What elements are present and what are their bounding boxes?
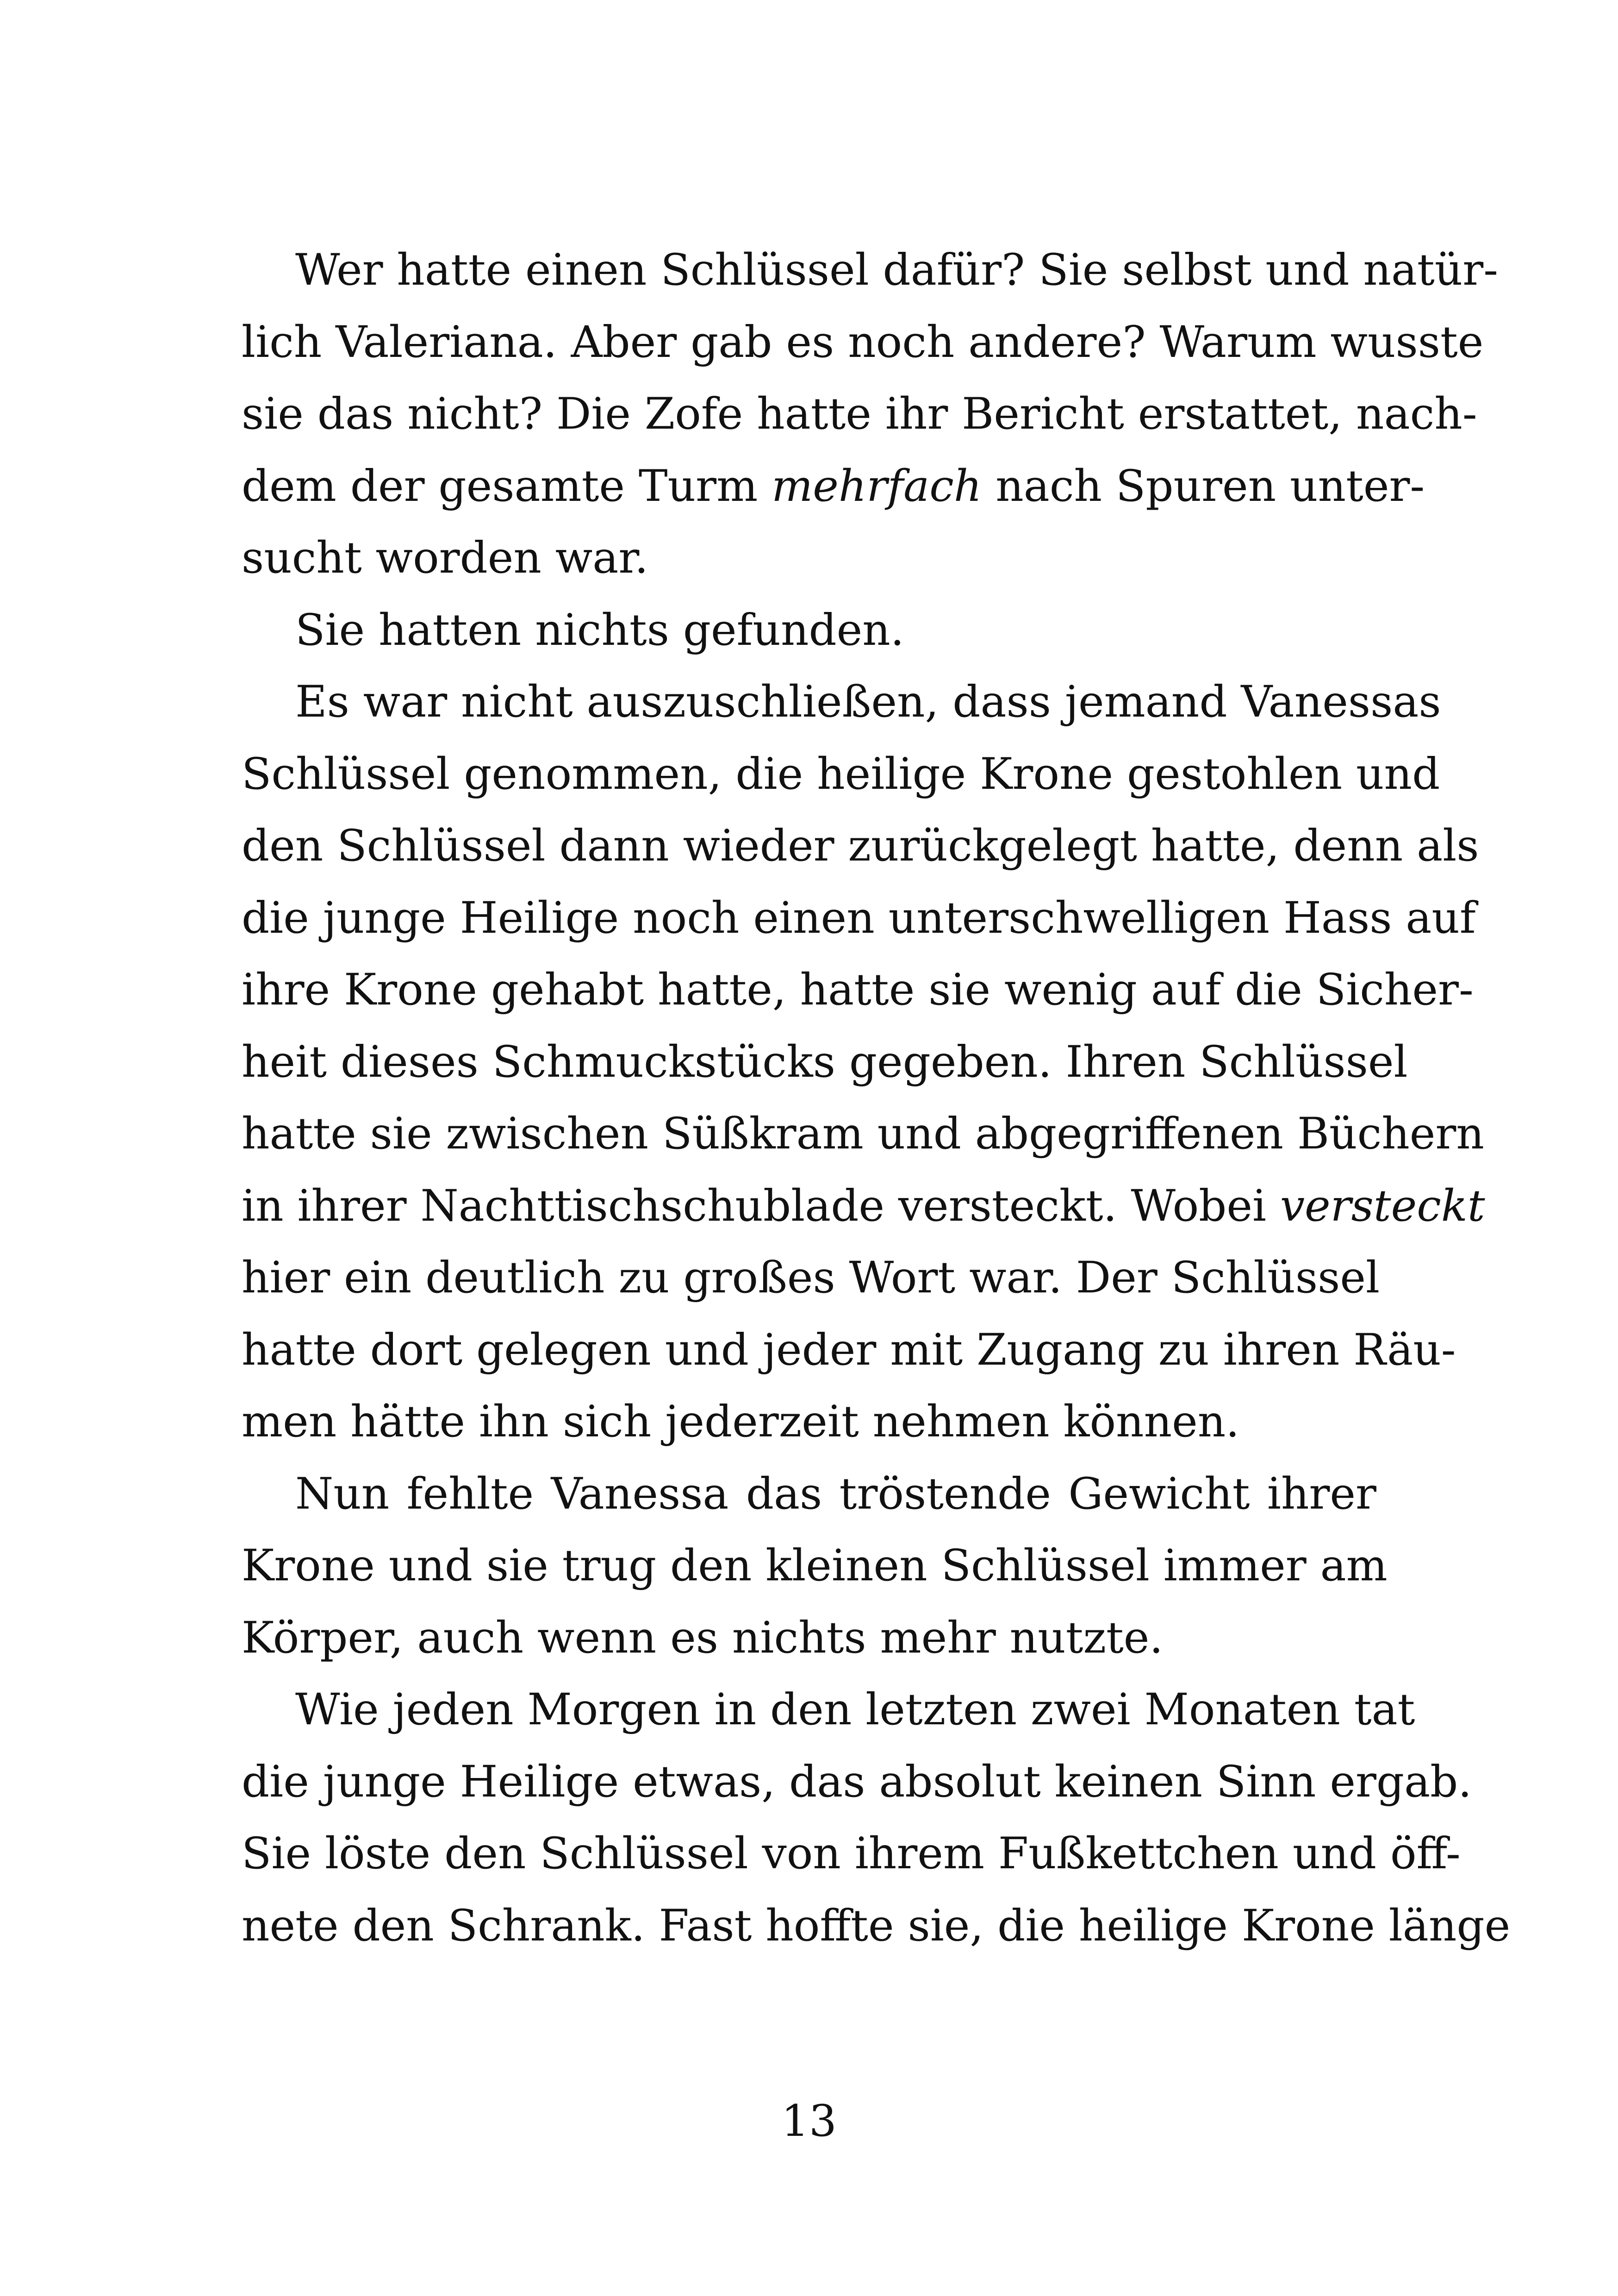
text-line: Sie hatten nichts gefunden. [295, 605, 904, 655]
text-run: in ihrer Nachttischschublade versteckt. Wobei [242, 1180, 1280, 1231]
text-line: Sie löste den Schlüssel von ihrem Fußkettchen und öff- [242, 1828, 1461, 1879]
text-line [242, 1170, 1485, 1242]
body-text [242, 234, 1511, 1962]
text-line: hatte sie zwischen Süßkram und abgegriffenen Büchern [242, 1109, 1484, 1159]
text-line: lich Valeriana. Aber gab es noch andere? Warum wusste [242, 317, 1484, 368]
emphasized-word: versteckt [1280, 1180, 1485, 1231]
text-line: ihre Krone gehabt hatte, hatte sie wenig auf die Sicher- [242, 965, 1474, 1015]
paragraph [242, 666, 1485, 1458]
text-line: men hätte ihn sich jederzeit nehmen können. [242, 1397, 1240, 1447]
text-line: sucht worden war. [242, 533, 648, 583]
text-line [242, 450, 1425, 523]
text-line: Nun fehlte Vanessa das tröstende Gewicht ihrer [295, 1468, 1376, 1519]
text-line: hatte dort gelegen und jeder mit Zugang zu ihren Räu- [242, 1324, 1456, 1375]
page-number: 13 [781, 2096, 837, 2146]
text-line: Wer hatte einen Schlüssel dafür? Sie selbst und natür- [295, 245, 1498, 295]
text-line: Körper, auch wenn es nichts mehr nutzte. [242, 1612, 1164, 1663]
paragraph [242, 1674, 1511, 1962]
text-line: Wie jeden Morgen in den letzten zwei Monaten tat [295, 1685, 1415, 1735]
paragraph [242, 594, 1376, 667]
text-run: dem der gesamte Turm [242, 461, 772, 512]
paragraph [242, 1458, 1388, 1674]
text-line: den Schlüssel dann wieder zurückgelegt hatte, denn als [242, 821, 1479, 871]
text-line: hier ein deutlich zu großes Wort war. Der Schlüssel [242, 1253, 1380, 1303]
text-run: nach Spuren unter- [982, 461, 1425, 512]
emphasized-word: mehrfach [772, 461, 982, 512]
text-line: sie das nicht? Die Zofe hatte ihr Bericht erstattet, nach- [242, 389, 1477, 439]
text-line: heit dieses Schmuckstücks gegeben. Ihren Schlüssel [242, 1036, 1408, 1087]
text-line: die junge Heilige etwas, das absolut keinen Sinn ergab. [242, 1756, 1472, 1807]
text-line: Schlüssel genommen, die heilige Krone gestohlen und [242, 749, 1440, 799]
text-line: Es war nicht auszuschließen, dass jemand Vanessas [295, 677, 1441, 727]
paragraph [242, 234, 1498, 594]
text-line: die junge Heilige noch einen unterschwelligen Hass auf [242, 892, 1476, 943]
text-line: Krone und sie trug den kleinen Schlüssel immer am [242, 1541, 1388, 1591]
text-line: nete den Schrank. Fast hoffte sie, die heilige Krone länge [242, 1900, 1511, 1951]
